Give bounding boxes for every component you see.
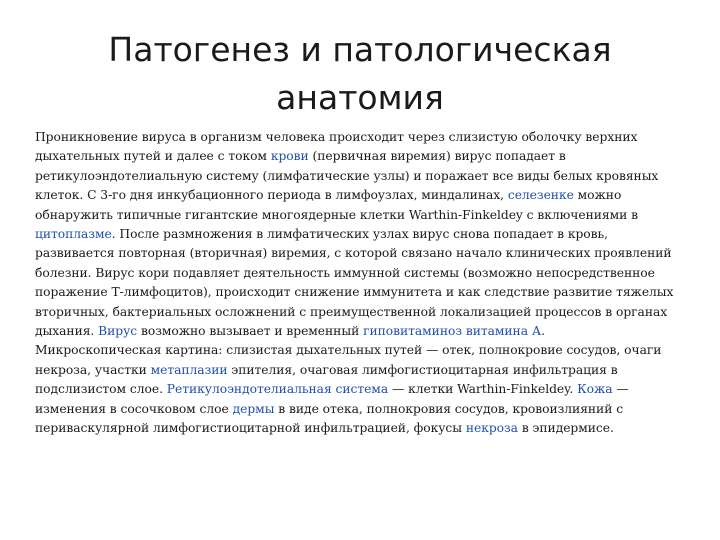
paragraph-text: в виде отека, полнокровия сосудов, кровоизлияний с периваскулярной лимфогистиоцитарной инфильтрацией, фокусы — [35, 401, 624, 436]
paragraph-microscopy — [35, 341, 687, 438]
link-gipovitaminoz[interactable]: гиповитаминоз витамина А — [363, 324, 542, 339]
paragraph-text: в эпидермисе. — [517, 421, 614, 436]
link-virus[interactable]: Вирус — [98, 324, 138, 339]
link-dermy[interactable]: дермы — [232, 401, 275, 416]
link-krovi[interactable]: крови — [270, 149, 309, 164]
paragraph-text: Микроскопическая картина: слизистая дыхательных путей — отек, полнокровие сосудов, очаги некроза, участки — [35, 343, 662, 377]
paragraph-text: Проникновение вируса в организм человека происходит через слизистую оболочку верхних дыхательных путей и далее с током — [35, 130, 638, 164]
link-nekroza[interactable]: некроза — [465, 421, 518, 436]
paragraph-pathogenesis — [35, 128, 687, 341]
paragraph-text: возможно вызывает и временный — [137, 324, 364, 339]
slide-title — [40, 26, 680, 122]
link-metaplazii[interactable]: метаплазии — [150, 362, 228, 377]
slide-title-line-1: Патогенез и патологическая — [108, 30, 612, 69]
paragraph-text: . — [541, 324, 545, 339]
paragraph-text: — клетки Warthin-Finkeldey. — [388, 382, 578, 397]
link-res[interactable]: Ретикулоэндотелиальная система — [166, 382, 389, 397]
link-kozha[interactable]: Кожа — [577, 382, 613, 397]
link-selezenke[interactable]: селезенке — [507, 188, 574, 203]
paragraph-text: эпителия, очаговая лимфогистиоцитарная инфильтрация в подслизистом слое. — [35, 362, 618, 397]
paragraph-text: можно обнаружить типичные гигантские многоядерные клетки Warthin-Finkeldey с включениями в — [35, 188, 639, 222]
link-citoplazme[interactable]: цитоплазме — [35, 227, 112, 242]
slide-title-line-2: анатомия — [276, 78, 444, 117]
paragraph-text: — изменения в сосочковом слое — [35, 382, 629, 416]
slide-body — [35, 128, 687, 439]
paragraph-text: . После размножения в лимфатических узлах вирус снова попадает в кровь, развивается повторная (вторичная) виремия, с которой связано начало клинических проявлений болезни. Вирус кори подавляет деятельность иммунной системы (возможно непосредственное поражение Т-лимфоцитов), происходит снижение иммунитета и как следствие развитие тяжелых вторичных, бактериальных осложнений с преимущественной локализацией процессов в органах дыхания. — [35, 227, 674, 339]
paragraph-text: (первичная виремия) вирус попадает в ретикулоэндотелиальную систему (лимфатические узлы) и поражает все виды белых кровяных клеток. С 3-го дня инкубационного периода в лимфоузлах, миндалинах, — [35, 149, 659, 203]
